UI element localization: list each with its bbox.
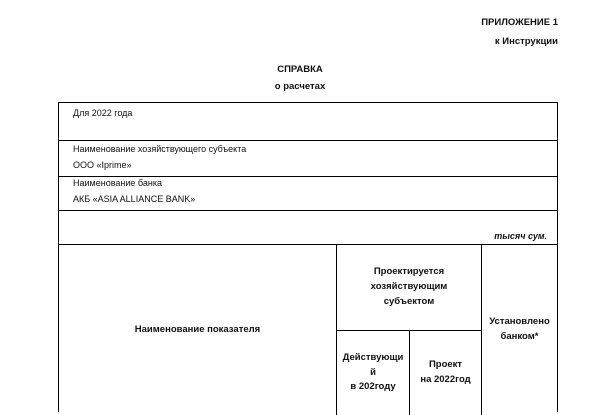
bank-value: АКБ «ASIA ALLIANCE BANK» [73,194,196,204]
project-line: Проект [428,359,463,371]
projected-by-entity-header [336,245,481,331]
projected-line: Проектируется [373,266,445,278]
project-year-text [420,358,470,387]
bank-label: Наименование банка [73,178,162,188]
indicator-name-header [59,245,336,415]
projected-line: хозяйствующим [370,281,448,293]
year-row [59,103,557,141]
set-by-bank-text [489,315,550,344]
bank-header-line: Установлено [489,316,550,328]
entity-value: ООО «Iprime» [73,160,132,170]
bank-header-line: банком* [500,331,539,342]
document-title: СПРАВКА [277,64,323,75]
report-table [58,102,558,412]
current-year-text [343,351,404,395]
units-row [59,211,557,245]
indicator-name-text: Наименование показателя [134,323,261,335]
project-year-header [409,331,481,415]
set-by-bank-header [481,245,557,415]
entity-label: Наименование хозяйствующего субъекта [73,144,247,154]
entity-row [59,141,557,177]
project-line: на 2022год [420,374,471,385]
document-subtitle: о расчетах [274,81,326,92]
current-line: Действующи [342,351,404,363]
projected-by-entity-text [371,265,448,309]
current-line: в 202году [350,381,396,393]
projected-line: субъектом [383,295,435,307]
units-label: тысяч сум. [494,231,547,241]
year-label: Для 2022 года [73,108,133,118]
appendix-title: ПРИЛОЖЕНИЕ 1 [481,17,558,28]
current-line: й [370,366,376,378]
appendix-subtitle: к Инструкции [494,36,558,47]
current-year-header [336,331,409,415]
bank-row [59,177,557,211]
